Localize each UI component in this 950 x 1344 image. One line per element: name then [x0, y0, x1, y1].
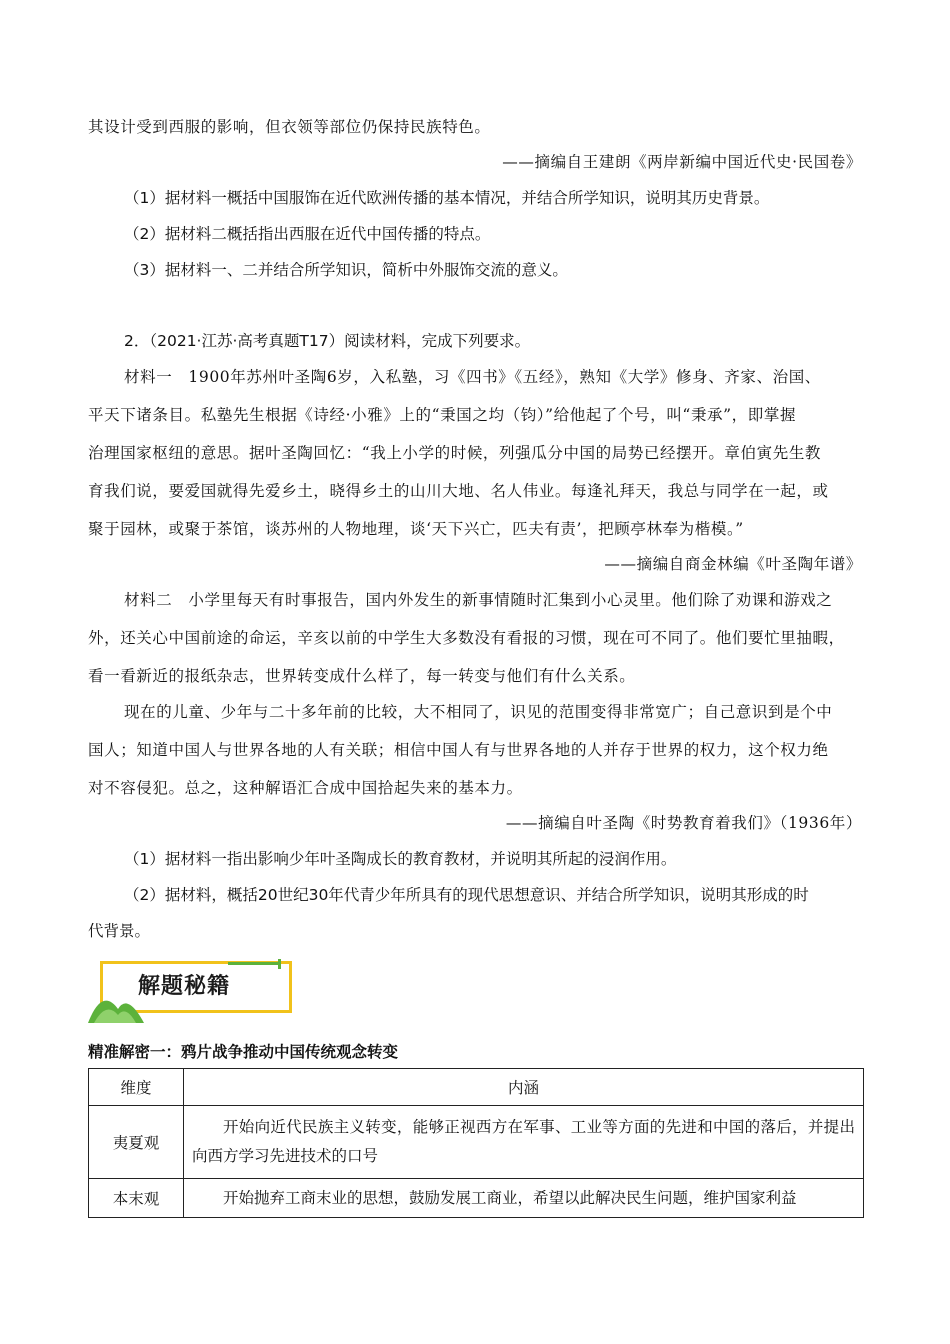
material2-line: 材料二 小学里每天有时事报告，国内外发生的新事情随时汇集到小心灵里。他们除了劝课和游戏之 [124, 591, 833, 609]
material1-line: 平天下诸条目。私塾先生根据《诗经·小雅》上的“秉国之均（钧）”给他起了个号，叫“秉承”，即掌握 [88, 406, 797, 424]
table-header-row [89, 1069, 864, 1106]
material2-source: ——摘编自叶圣陶《时势教育着我们》（1936年） [505, 814, 862, 832]
table-header-content: 内涵 [184, 1069, 864, 1106]
question-2-2-cont: 代背景。 [88, 922, 151, 940]
material1-line: 聚于园林，或聚于茶馆，谈苏州的人物地理，谈‘天下兴亡，匹夫有责’，把顾亭林奉为楷模。” [88, 520, 744, 538]
table-row [89, 1106, 864, 1179]
banner-accent-icon [228, 959, 288, 969]
question-1-1: （1）据材料一概括中国服饰在近代欧洲传播的基本情况，并结合所学知识，说明其历史背景。 [124, 189, 770, 207]
banner-title: 解题秘籍 [138, 974, 231, 999]
question-1-2: （2）据材料二概括指出西服在近代中国传播的特点。 [124, 225, 491, 243]
question-1-3: （3）据材料一、二并结合所学知识，简析中外服饰交流的意义。 [124, 261, 568, 279]
table-cell-dimension: 本末观 [89, 1179, 184, 1218]
material2-line: 看一看新近的报纸杂志，世界转变成什么样了，每一转变与他们有什么关系。 [88, 667, 636, 685]
material2b-line: 对不容侵犯。总之，这种解语汇合成中国拾起失来的基本力。 [88, 779, 523, 797]
material2b-line: 国人；知道中国人与世界各地的人有关联；相信中国人有与世界各地的人并存于世界的权力，这个权力绝 [88, 741, 829, 759]
material1-source: ——摘编自商金林编《叶圣陶年谱》 [604, 555, 862, 573]
material1-line: 材料一 1900年苏州叶圣陶6岁，入私塾，习《四书》《五经》，熟知《大学》修身、齐家、治国、 [124, 368, 821, 386]
question-2-2: （2）据材料，概括20世纪30年代青少年所具有的现代思想意识、并结合所学知识，说明其形成的时 [124, 886, 809, 904]
material2-line: 外，还关心中国前途的命运，辛亥以前的中学生大多数没有看报的习惯，现在可不同了。他们要忙里抽暇， [88, 629, 845, 647]
material-source: ——摘编自王建朗《两岸新编中国近代史·民国卷》 [502, 153, 862, 171]
material1-line: 育我们说，要爱国就得先爱乡土，晓得乡土的山川大地、名人伟业。每逢礼拜天，我总与同学在一起，或 [88, 482, 829, 500]
table-row [89, 1179, 864, 1218]
table-cell-text: 开始抛弃工商末业的思想，鼓励发展工商业，希望以此解决民生问题，维护国家利益 [223, 1188, 797, 1207]
section-banner [88, 955, 298, 1021]
table-cell-text: 开始向近代民族主义转变，能够正视西方在军事、工业等方面的先进和中国的落后，并提出向西方学习先进技术的口号 [192, 1118, 855, 1165]
table-header-dimension: 维度 [89, 1069, 184, 1106]
concept-table [88, 1068, 864, 1218]
question-2-1: （1）据材料一指出影响少年叶圣陶成长的教育教材，并说明其所起的浸润作用。 [124, 850, 677, 868]
material1-line: 治理国家枢纽的意思。据叶圣陶回忆：“我上小学的时候，列强瓜分中国的局势已经摆开。章伯寅先生教 [88, 444, 822, 462]
table-cell-content [184, 1106, 864, 1179]
table-cell-dimension: 夷夏观 [89, 1106, 184, 1179]
section-heading: 精准解密一：鸦片战争推动中国传统观念转变 [88, 1043, 399, 1061]
material-continuation: 其设计受到西服的影响，但衣领等部位仍保持民族特色。 [88, 118, 491, 136]
material2b-line: 现在的儿童、少年与二十多年前的比较，大不相同了，识见的范围变得非常宽广；自己意识到是个中 [124, 703, 833, 721]
table-cell-content [184, 1179, 864, 1218]
problem-2-heading: 2．（2021·江苏·高考真题T17）阅读材料，完成下列要求。 [124, 332, 531, 350]
